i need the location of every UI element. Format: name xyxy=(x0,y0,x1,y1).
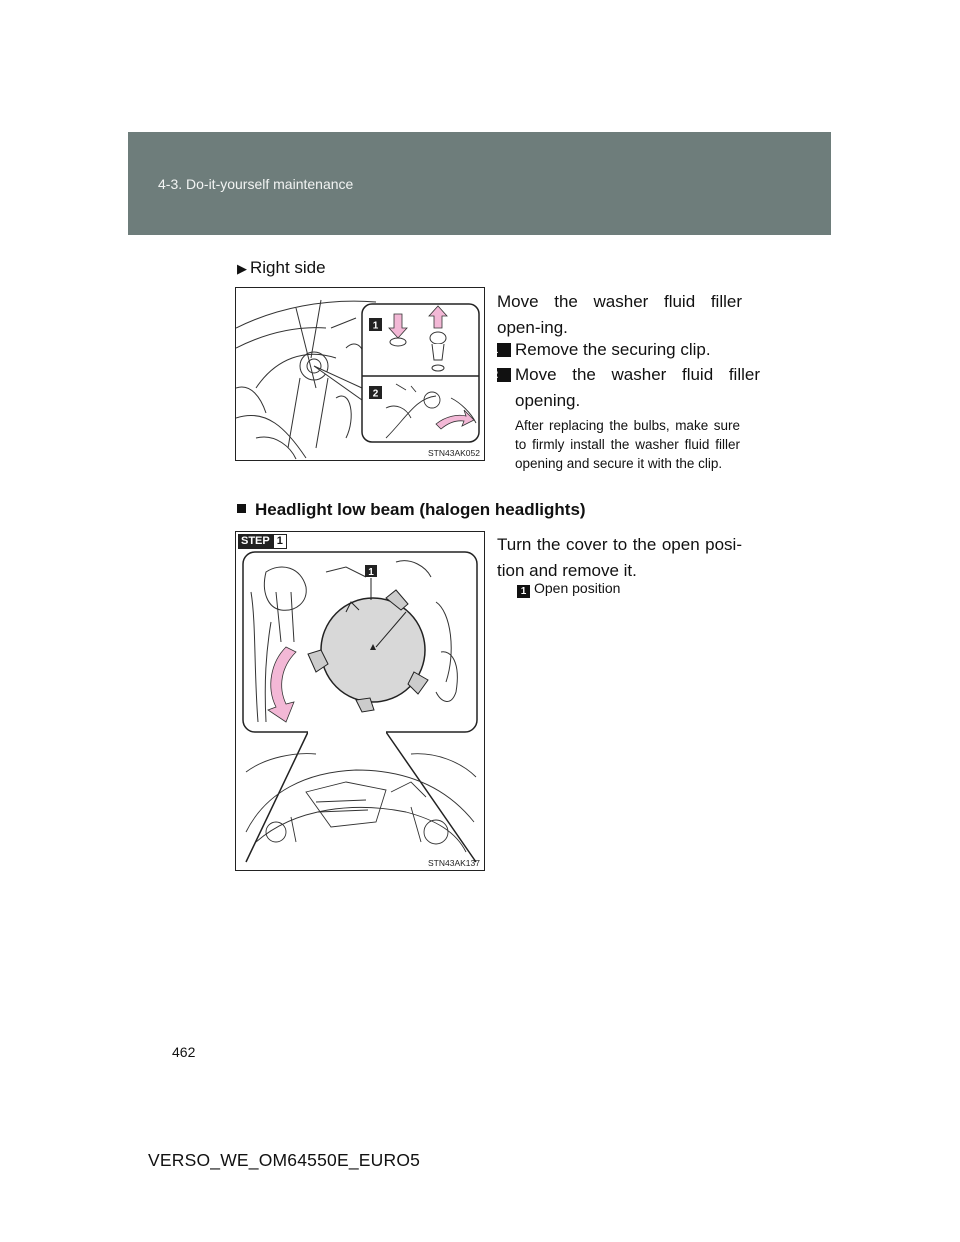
page-number: 462 xyxy=(172,1044,196,1060)
instruction-washer: Move the washer fluid filler open-ing. xyxy=(497,292,742,337)
legend-item-1 xyxy=(517,580,620,598)
step-number: 1 xyxy=(497,343,511,357)
subsection-label-text: Right side xyxy=(250,258,326,277)
figure-code: STN43AK052 xyxy=(428,448,480,458)
triangle-bullet-icon: ▶ xyxy=(237,261,247,276)
step-text: Move the washer fluid filler opening. xyxy=(515,365,760,410)
figure-code: STN43AK137 xyxy=(428,858,480,868)
callout-1: 1 xyxy=(368,567,374,578)
section-title: 4-3. Do-it-yourself maintenance xyxy=(158,176,354,192)
note-text: After replacing the bulbs, make sure to firmly install the washer fluid filler opening and secure it with the clip. xyxy=(515,418,740,471)
step-item-2 xyxy=(491,362,760,414)
legend-number: 1 xyxy=(517,585,530,598)
callout-1: 1 xyxy=(372,320,379,332)
square-bullet-icon xyxy=(237,504,246,513)
header-band xyxy=(128,132,831,235)
section-heading xyxy=(237,500,586,520)
callout-2: 2 xyxy=(372,388,379,400)
instruction-cover: Turn the cover to the open posi-tion and remove it. xyxy=(497,535,742,580)
step-text: Remove the securing clip. xyxy=(515,340,711,359)
subsection-label xyxy=(237,258,326,278)
step-word: STEP xyxy=(238,534,273,549)
document-code: VERSO_WE_OM64550E_EURO5 xyxy=(148,1150,421,1170)
step-number: 1 xyxy=(273,534,287,549)
step-number: 2 xyxy=(497,368,511,382)
step-item-1 xyxy=(491,337,760,363)
washer-filler-figure xyxy=(235,287,485,461)
legend-text: Open position xyxy=(534,580,621,596)
section-heading-text: Headlight low beam (halogen headlights) xyxy=(255,500,586,519)
headlight-illustration xyxy=(236,532,484,870)
engine-bay-illustration xyxy=(236,288,484,460)
headlight-cover-figure xyxy=(235,531,485,871)
